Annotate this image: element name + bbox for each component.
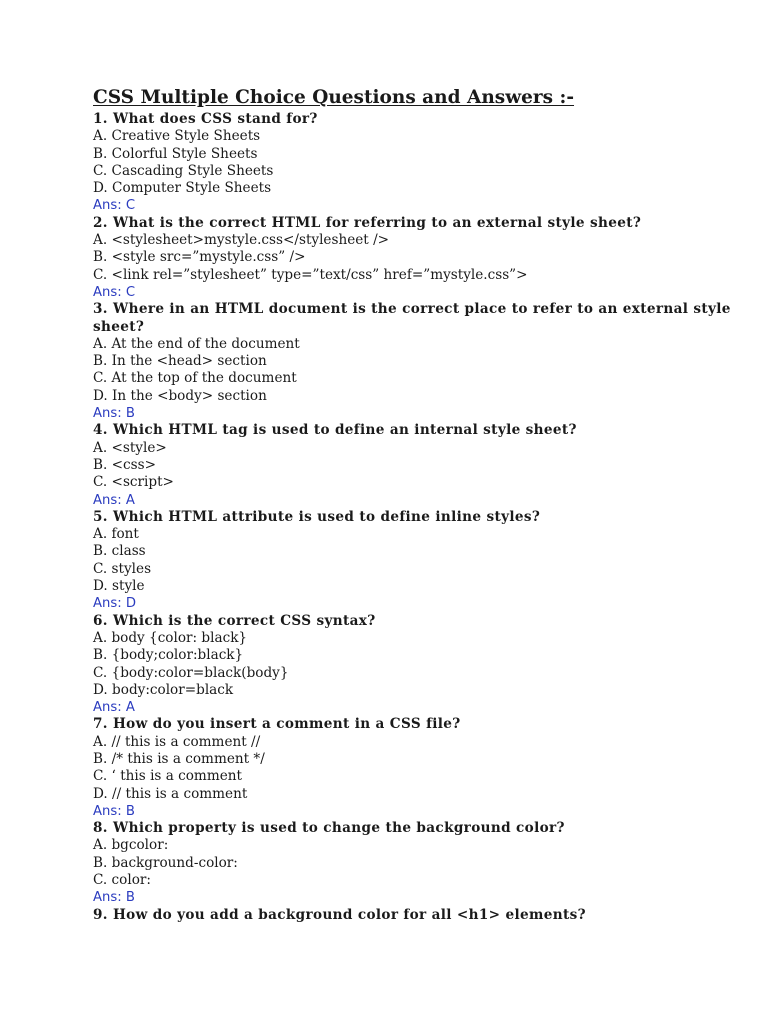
answer-option: C. <script> <box>93 474 174 491</box>
answer-option: C. styles <box>93 560 152 577</box>
question-text: 7. How do you insert a comment in a CSS file? <box>93 716 461 733</box>
answer-option: D. style <box>93 578 145 595</box>
answer-option: A. body {color: black} <box>93 629 248 646</box>
document-page <box>93 86 733 924</box>
answer-option: A. At the end of the document <box>93 335 300 352</box>
answer-option: B. {body;color:black} <box>93 647 244 664</box>
answer-key: Ans: C <box>93 198 136 214</box>
answer-option: A. bgcolor: <box>93 837 169 854</box>
answer-key: Ans: A <box>93 700 135 716</box>
answer-key: Ans: B <box>93 803 135 819</box>
question-block <box>93 613 733 717</box>
answer-key: Ans: D <box>93 596 137 612</box>
answer-option: D. // this is a comment <box>93 785 248 802</box>
question-block <box>93 820 733 906</box>
answer-option: A. // this is a comment // <box>93 733 261 750</box>
question-list <box>93 111 733 924</box>
question-text: 3. Where in an HTML document is the correct place to refer to an external style sheet? <box>93 301 731 335</box>
answer-option: D. body:color=black <box>93 681 234 698</box>
answer-option: B. class <box>93 543 146 560</box>
answer-option: B. background-color: <box>93 854 238 871</box>
answer-option: A. font <box>93 526 139 543</box>
answer-option: A. Creative Style Sheets <box>93 128 261 145</box>
question-block <box>93 215 733 301</box>
answer-key: Ans: C <box>93 284 136 300</box>
answer-option: B. Colorful Style Sheets <box>93 145 258 162</box>
answer-option: C. Cascading Style Sheets <box>93 162 274 179</box>
question-block <box>93 111 733 215</box>
answer-key: Ans: B <box>93 890 135 906</box>
question-block <box>93 422 733 508</box>
answer-option: A. <stylesheet>mystyle.css</stylesheet /> <box>93 232 390 249</box>
document-title: CSS Multiple Choice Questions and Answers :- <box>93 87 575 108</box>
question-block <box>93 301 733 422</box>
answer-option: C. <link rel=”stylesheet” type=”text/css” href=”mystyle.css”> <box>93 266 528 283</box>
answer-option: B. In the <head> section <box>93 353 267 370</box>
question-block <box>93 907 733 924</box>
question-text: 6. Which is the correct CSS syntax? <box>93 612 376 629</box>
answer-option: A. <style> <box>93 439 167 456</box>
question-block <box>93 509 733 613</box>
answer-key: Ans: A <box>93 492 135 508</box>
answer-key: Ans: B <box>93 406 135 422</box>
answer-option: B. <style src=”mystyle.css” /> <box>93 249 306 266</box>
question-text: 5. Which HTML attribute is used to define inline styles? <box>93 508 541 525</box>
answer-option: B. /* this is a comment */ <box>93 750 265 767</box>
question-text: 2. What is the correct HTML for referring to an external style sheet? <box>93 214 642 231</box>
answer-option: C. {body:color=black(body} <box>93 664 289 681</box>
answer-option: C. color: <box>93 872 151 889</box>
answer-option: C. ‘ this is a comment <box>93 768 242 785</box>
answer-option: C. At the top of the document <box>93 370 297 387</box>
answer-option: B. <css> <box>93 456 156 473</box>
question-text: 1. What does CSS stand for? <box>93 111 318 127</box>
question-text: 4. Which HTML tag is used to define an internal style sheet? <box>93 422 577 439</box>
answer-option: D. Computer Style Sheets <box>93 180 272 197</box>
question-block <box>93 716 733 820</box>
answer-option: D. In the <body> section <box>93 387 267 404</box>
question-text: 8. Which property is used to change the background color? <box>93 820 565 837</box>
question-text: 9. How do you add a background color for all <h1> elements? <box>93 906 586 923</box>
